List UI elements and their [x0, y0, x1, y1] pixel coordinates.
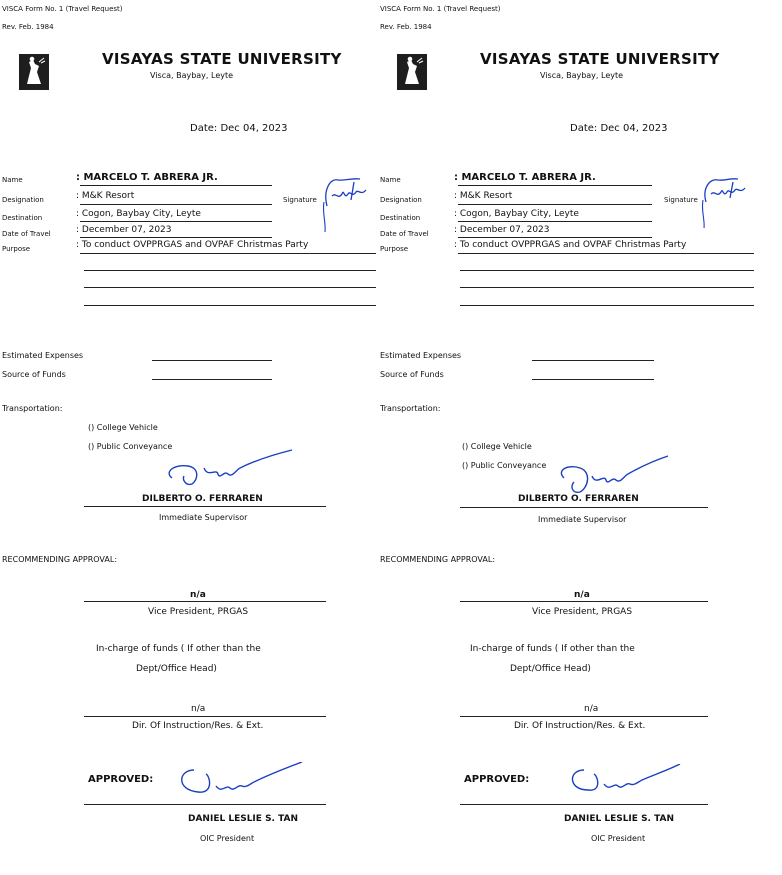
name-label: Name	[2, 176, 23, 184]
signature-label: Signature	[283, 196, 317, 204]
purpose-underline-1	[458, 253, 754, 254]
president-signature-icon	[170, 762, 310, 802]
travel-request-form-right	[378, 0, 754, 875]
vp-signature-line	[84, 601, 326, 602]
form-number: VISCA Form No. 1 (Travel Request)	[380, 5, 501, 13]
source-of-funds-underline	[152, 379, 272, 380]
applicant-signature-icon	[698, 172, 754, 228]
supervisor-signature-icon	[160, 448, 300, 488]
purpose-value: : To conduct OVPPRGAS and OVPAF Christmas Party	[454, 240, 687, 250]
destination-label: Destination	[380, 214, 421, 222]
incharge-funds-line1: In-charge of funds ( If other than the	[96, 644, 261, 654]
source-of-funds-underline	[532, 379, 654, 380]
source-of-funds-label: Source of Funds	[2, 370, 66, 379]
supervisor-title: Immediate Supervisor	[159, 513, 248, 522]
president-title: OIC President	[200, 834, 255, 843]
designation-label: Designation	[380, 196, 422, 204]
purpose-underline-4	[460, 305, 754, 306]
destination-label: Destination	[2, 214, 43, 222]
approved-label: APPROVED:	[88, 774, 154, 785]
destination-value: : Cogon, Baybay City, Leyte	[454, 209, 579, 219]
purpose-underline-2	[84, 270, 376, 271]
public-conveyance-option: () Public Conveyance	[88, 442, 173, 451]
purpose-label: Purpose	[2, 245, 31, 253]
purpose-underline-3	[460, 287, 754, 288]
date-of-travel-value: : December 07, 2023	[454, 225, 550, 235]
university-name: VISAYAS STATE UNIVERSITY	[102, 50, 342, 68]
university-address: Visca, Baybay, Leyte	[540, 71, 624, 80]
destination-value: : Cogon, Baybay City, Leyte	[76, 209, 201, 219]
name-label: Name	[380, 176, 401, 184]
date-of-travel-value: : December 07, 2023	[76, 225, 172, 235]
incharge-funds-line2: Dept/Office Head)	[136, 664, 217, 674]
president-name: DANIEL LESLIE S. TAN	[564, 814, 675, 824]
director-value: n/a	[191, 704, 206, 714]
request-date: Date: Dec 04, 2023	[570, 123, 668, 134]
date-of-travel-underline	[80, 237, 272, 238]
college-vehicle-option: () College Vehicle	[88, 423, 158, 432]
president-signature-icon	[564, 764, 684, 800]
incharge-funds-line1: In-charge of funds ( If other than the	[470, 644, 635, 654]
destination-underline	[458, 221, 652, 222]
incharge-funds-line2: Dept/Office Head)	[510, 664, 591, 674]
form-revision: Rev. Feb. 1984	[2, 23, 54, 31]
name-underline	[80, 185, 272, 186]
vp-value: n/a	[574, 590, 590, 600]
signature-label: Signature	[664, 196, 698, 204]
president-name: DANIEL LESLIE S. TAN	[188, 814, 299, 824]
designation-label: Designation	[2, 196, 44, 204]
university-address: Visca, Baybay, Leyte	[150, 71, 234, 80]
name-value: : MARCELO T. ABRERA JR.	[76, 172, 218, 183]
designation-value: : M&K Resort	[76, 191, 135, 201]
director-title: Dir. Of Instruction/Res. & Ext.	[132, 721, 264, 731]
president-title: OIC President	[591, 834, 646, 843]
purpose-underline-2	[460, 270, 754, 271]
supervisor-name: DILBERTO O. FERRAREN	[518, 494, 639, 504]
vp-signature-line	[460, 601, 708, 602]
supervisor-name: DILBERTO O. FERRAREN	[142, 494, 263, 504]
form-number: VISCA Form No. 1 (Travel Request)	[2, 5, 123, 13]
university-name: VISAYAS STATE UNIVERSITY	[480, 50, 720, 68]
transportation-label: Transportation:	[380, 404, 441, 413]
transportation-label: Transportation:	[2, 404, 63, 413]
name-value: : MARCELO T. ABRERA JR.	[454, 172, 596, 183]
estimated-expenses-label: Estimated Expenses	[380, 351, 462, 360]
supervisor-signature-line	[460, 507, 708, 508]
date-of-travel-underline	[458, 237, 652, 238]
approved-label: APPROVED:	[464, 774, 530, 785]
purpose-underline-3	[84, 287, 376, 288]
purpose-underline-4	[84, 305, 376, 306]
university-logo-icon	[19, 54, 49, 90]
director-title: Dir. Of Instruction/Res. & Ext.	[514, 721, 646, 731]
recommending-approval-label: RECOMMENDING APPROVAL:	[2, 555, 118, 564]
purpose-label: Purpose	[380, 245, 409, 253]
request-date: Date: Dec 04, 2023	[190, 123, 288, 134]
college-vehicle-option: () College Vehicle	[462, 442, 532, 451]
source-of-funds-label: Source of Funds	[380, 370, 444, 379]
form-revision: Rev. Feb. 1984	[380, 23, 432, 31]
date-of-travel-label: Date of Travel	[380, 230, 429, 238]
director-signature-line	[84, 716, 326, 717]
president-signature-line	[84, 804, 326, 805]
recommending-approval-label: RECOMMENDING APPROVAL:	[380, 555, 496, 564]
supervisor-title: Immediate Supervisor	[538, 515, 627, 524]
estimated-expenses-underline	[532, 360, 654, 361]
estimated-expenses-underline	[152, 360, 272, 361]
public-conveyance-option: () Public Conveyance	[462, 461, 547, 470]
director-signature-line	[460, 716, 708, 717]
director-value: n/a	[584, 704, 599, 714]
name-underline	[458, 185, 652, 186]
estimated-expenses-label: Estimated Expenses	[2, 351, 84, 360]
destination-underline	[80, 221, 272, 222]
vp-title: Vice President, PRGAS	[148, 607, 249, 617]
president-signature-line	[460, 804, 708, 805]
designation-underline	[80, 204, 272, 205]
designation-value: : M&K Resort	[454, 191, 513, 201]
purpose-underline-1	[80, 253, 376, 254]
date-of-travel-label: Date of Travel	[2, 230, 51, 238]
university-logo-icon	[397, 54, 427, 90]
vp-value: n/a	[190, 590, 206, 600]
designation-underline	[458, 204, 652, 205]
purpose-value: : To conduct OVPPRGAS and OVPAF Christmas Party	[76, 240, 309, 250]
supervisor-signature-icon	[554, 452, 674, 496]
vp-title: Vice President, PRGAS	[532, 607, 633, 617]
travel-request-form-left	[0, 0, 376, 875]
applicant-signature-icon	[318, 172, 378, 232]
supervisor-signature-line	[84, 506, 326, 507]
